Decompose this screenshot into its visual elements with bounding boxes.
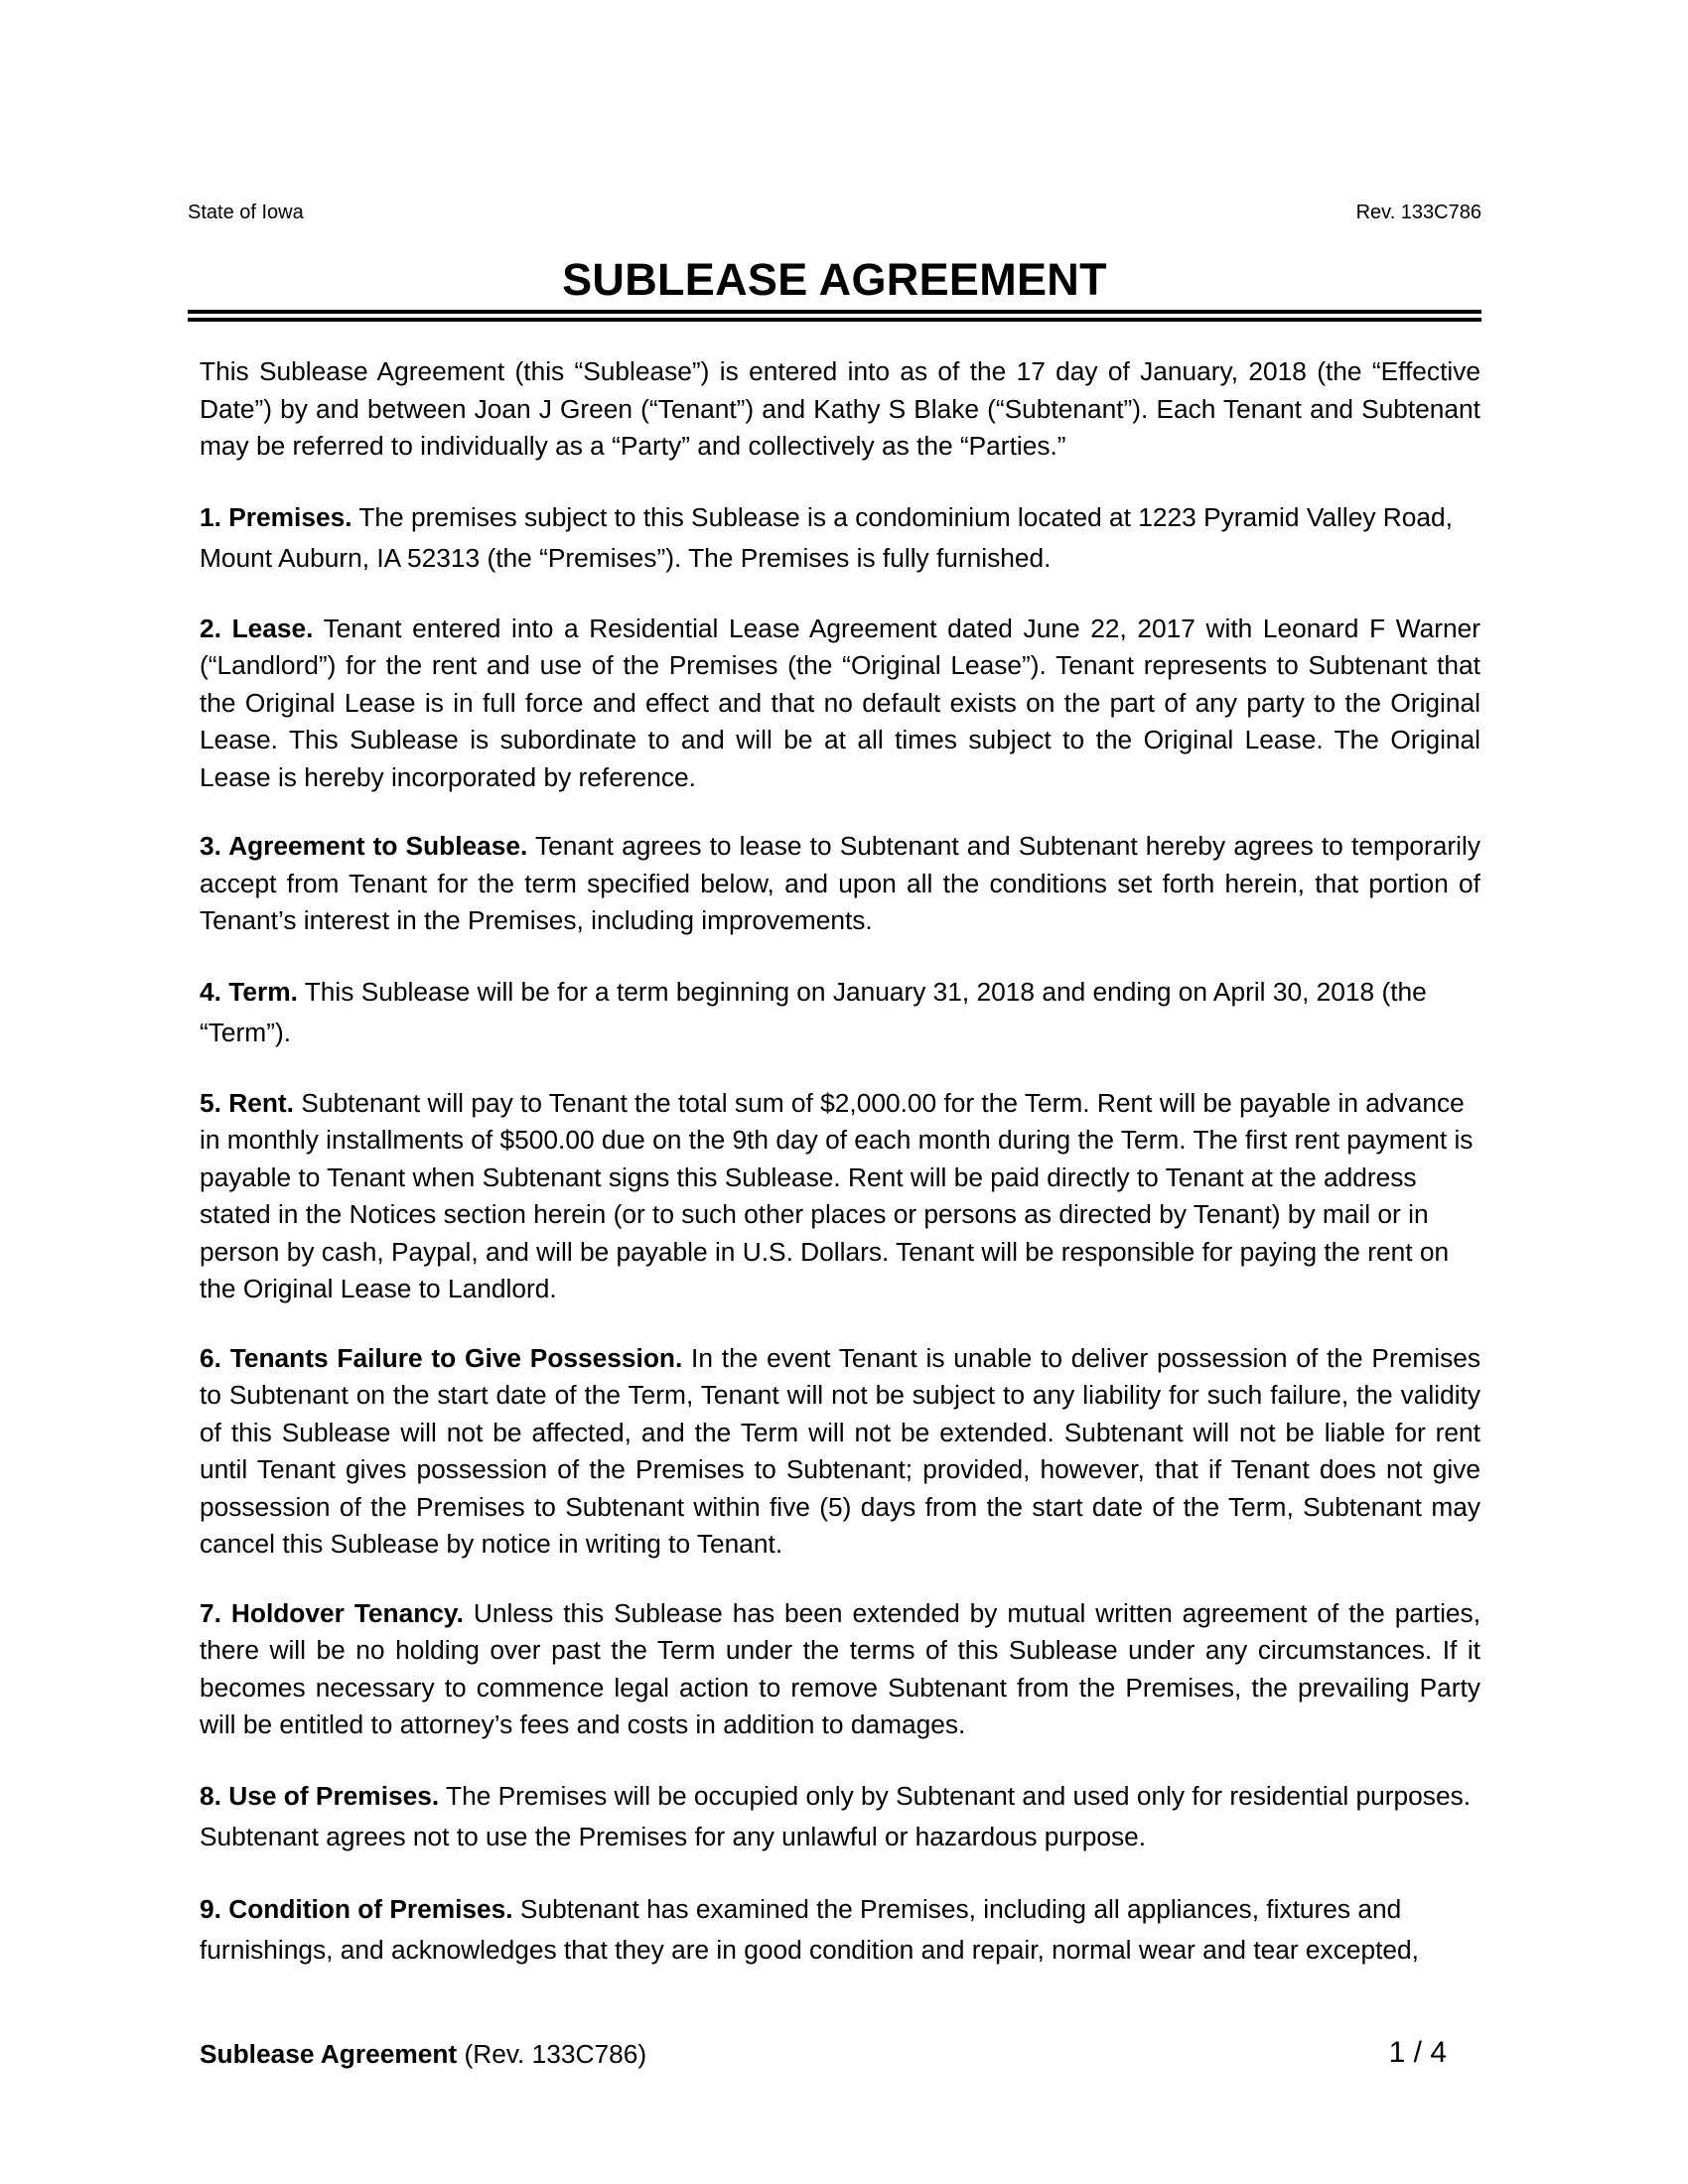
section-text: Tenant entered into a Residential Lease Agreement dated June 22, 2017 with Leonard F Warner (“Landlord”) for the rent and use of the Premises (the “Original Lease”). Tenant represents to Subtenant that the Original Lease is in full force and effect and that no default exists on the part of any party to the Original Lease. This Sublease is subordinate to and will be at all times subject to the Original Lease. The Original Lease is hereby incorporated by reference. — [200, 613, 1480, 792]
section-text: The premises subject to this Sublease is a condominium located at 1223 Pyramid Valley Road, Mount Auburn, IA 52313 (the “Premises”). The Premises is fully furnished. — [200, 501, 1453, 573]
section-heading: 3. Agreement to Sublease. — [200, 831, 528, 861]
section-heading: 1. Premises. — [200, 501, 352, 532]
section-text: The Premises will be occupied only by Subtenant and used only for residential purposes. Subtenant agrees not to use the Premises for any unlawful or hazardous purpose. — [200, 1780, 1472, 1851]
section-text: Unless this Sublease has been extended by mutual written agreement of the parties, there will be no holding over past the Term under the terms of this Sublease under any circumstances. If it becomes necessary to commence legal action to remove Subtenant from the Premises, the prevailing Party will be entitled to attorney’s fees and costs in addition to damages. — [200, 1597, 1480, 1739]
state-label: State of Iowa — [188, 202, 304, 223]
section-text: Subtenant has examined the Premises, including all appliances, fixtures and furnishings, and acknowledges that they are in good condition and repair, normal wear and tear excepted, — [200, 1893, 1419, 1965]
section-rent — [200, 1085, 1480, 1308]
section-holdover-tenancy — [200, 1595, 1480, 1744]
section-text: Tenant agrees to lease to Subtenant and Subtenant hereby agrees to temporarily accept from Tenant for the term specified below, and upon all the conditions set forth herein, that portion of Tenant’s interest in the Premises, including improvements. — [200, 831, 1480, 935]
section-heading: 4. Term. — [200, 976, 298, 1007]
section-text: In the event Tenant is unable to deliver possession of the Premises to Subtenant on the start date of the Term, Tenant will not be subject to any liability for such failure, the validity of this Sublease will not be affected, and the Term will not be extended. Subtenant will not be liable for rent until Tenant gives possession of the Premises to Subtenant; provided, however, that if Tenant does not give possession of the Premises to Subtenant within five (5) days from the start date of the Term, Subtenant may cancel this Sublease by notice in writing to Tenant. — [200, 1342, 1480, 1559]
document-title: SUBLEASE AGREEMENT — [562, 254, 1107, 305]
section-text: This Sublease will be for a term beginning on January 31, 2018 and ending on April 30, 2018 (the “Term”). — [200, 976, 1427, 1047]
section-term — [200, 972, 1480, 1053]
section-heading: 9. Condition of Premises. — [200, 1893, 513, 1924]
section-condition-of-premises — [200, 1889, 1480, 1971]
revision-label: Rev. 133C786 — [1355, 202, 1481, 223]
intro-paragraph: This Sublease Agreement (this “Sublease”) is entered into as of the 17 day of January, 2018 (the “Effective Date”) by and between Joan J Green (“Tenant”) and Kathy S Blake (“Subtenant”). Each Tenant and Subtenant may be referred to individually as a “Party” and collectively as the “Parties.” — [200, 356, 1480, 461]
section-heading: 5. Rent. — [200, 1087, 294, 1118]
section-heading: 7. Holdover Tenancy. — [200, 1597, 464, 1628]
section-agreement-to-sublease — [200, 828, 1480, 940]
footer-doc-title: Sublease Agreement — [200, 2039, 458, 2069]
section-premises — [200, 497, 1480, 579]
document-body — [200, 353, 1480, 2002]
section-lease — [200, 611, 1480, 797]
title-rule-bottom — [188, 318, 1481, 322]
page-number: 1 / 4 — [1388, 2036, 1447, 2069]
section-heading: 2. Lease. — [200, 613, 314, 643]
title-rule-top — [188, 310, 1481, 314]
section-use-of-premises — [200, 1776, 1480, 1857]
footer-document-name — [200, 2037, 646, 2071]
footer-doc-revision: (Rev. 133C786) — [457, 2039, 647, 2069]
section-tenants-failure — [200, 1340, 1480, 1564]
section-text: Subtenant will pay to Tenant the total sum of $2,000.00 for the Term. Rent will be payable in advance in monthly installments of $500.00 due on the 9th day of each month during the Term. The first rent payment is payable to Tenant when Subtenant signs this Sublease. Rent will be paid directly to Tenant at the address stated in the Notices section herein (or to such other places or persons as directed by Tenant) by mail or in person by cash, Paypal, and will be payable in U.S. Dollars. Tenant will be responsible for paying the rent on the Original Lease to Landlord. — [200, 1087, 1474, 1303]
section-heading: 6. Tenants Failure to Give Possession. — [200, 1342, 683, 1373]
section-heading: 8. Use of Premises. — [200, 1780, 440, 1811]
title-double-rule — [188, 310, 1481, 324]
